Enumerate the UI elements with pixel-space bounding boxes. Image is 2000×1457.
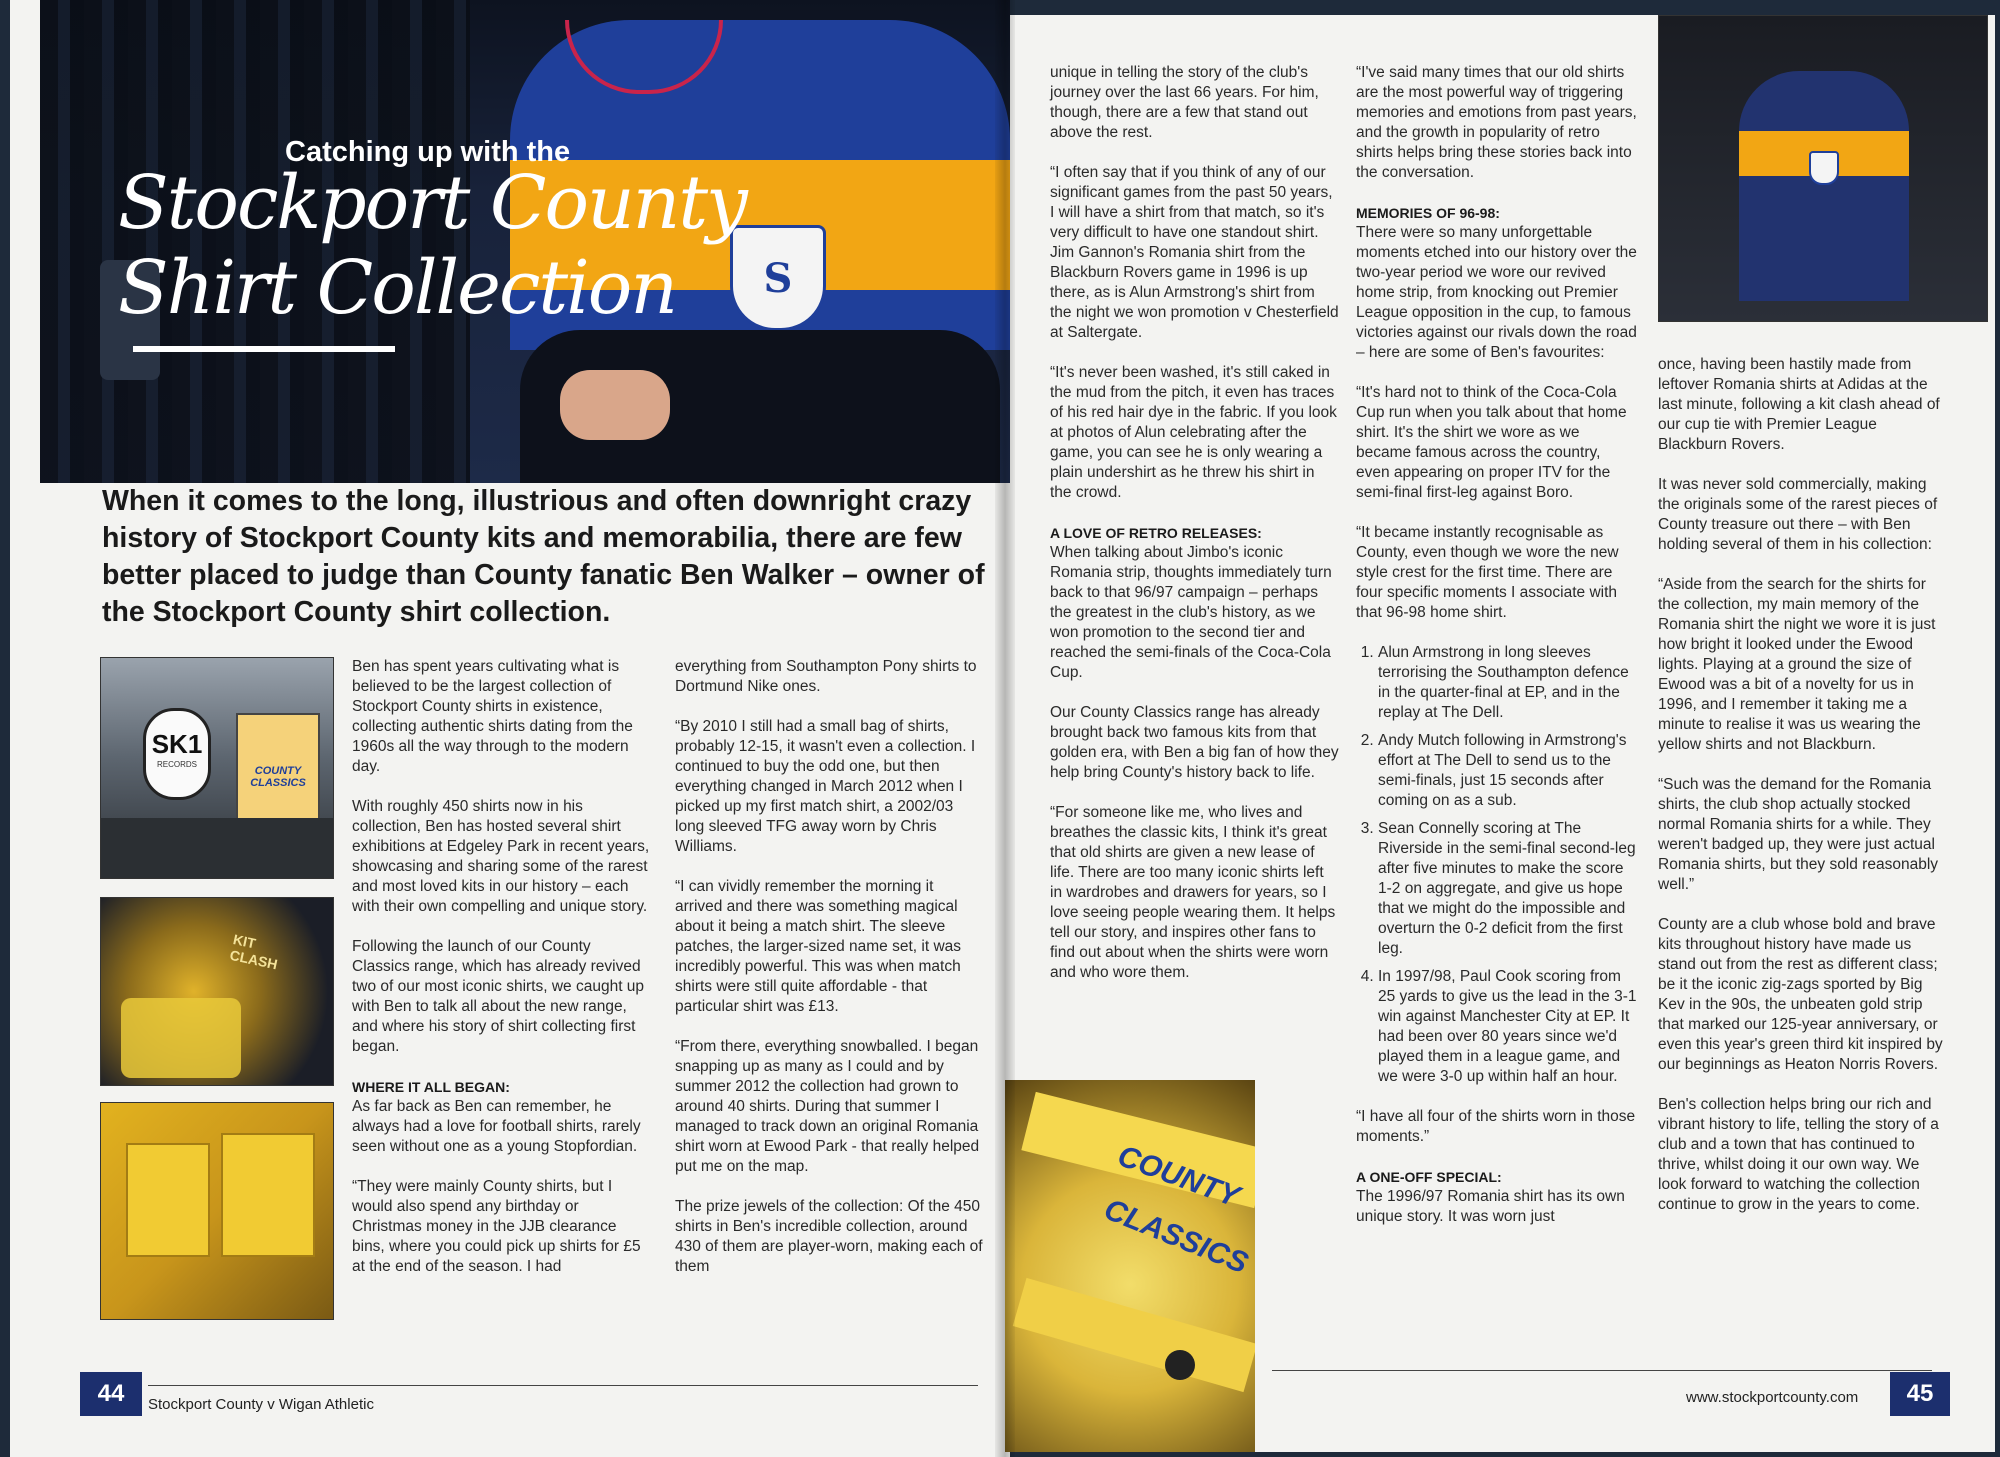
- right-col2-p2: There were so many unforgettable moments etched into our history over the two-year period we wore our revived home strip, from knocking out Premier League opposition in the cup, to famous victories against our rivals down the road – here are some of Ben's favourites:: [1356, 224, 1637, 361]
- hero-photo: [40, 0, 1010, 485]
- left-col2-p5: The prize jewels of the collection: Of the 450 shirts in Ben's incredible collection, around 430 of them are player-worn, making each of them: [675, 1198, 983, 1275]
- left-col1: [352, 657, 652, 1277]
- left-page: [10, 0, 1010, 1457]
- county-classics-poster: COUNTY CLASSICS: [236, 713, 320, 837]
- right-col2-p6: The 1996/97 Romania shirt has its own unique story. It was worn just: [1356, 1188, 1625, 1225]
- photo-shirt-display: KIT CLASH: [100, 897, 334, 1086]
- photo-shirts-frames: [100, 1102, 334, 1320]
- club-crest-icon: [1809, 151, 1839, 185]
- heading-love-of-retro: A LOVE OF RETRO RELEASES:: [1050, 525, 1262, 541]
- footer-rule-left: [148, 1385, 978, 1386]
- left-col1-p3: Following the launch of our County Classics range, which has already revived two of our most iconic shirts, we caught up with Ben to talk all about the new range, and where his story of shirt collecting first began.: [352, 938, 645, 1055]
- page-number-44: 44: [80, 1372, 142, 1416]
- right-col3-p6: Ben's collection helps bring our rich and vibrant history to life, telling the story of a club and a town that has continued to thrive, whilst doing it our own way. We look forward to watching the collection continue to grow in the years to come.: [1658, 1096, 1939, 1213]
- footer-website: www.stockportcounty.com: [1686, 1389, 1859, 1406]
- sign-line1: COUNTY: [1113, 1139, 1244, 1214]
- left-col1-p1: Ben has spent years cultivating what is believed to be the largest collection of Stockport County shirts in existence, collecting authentic shirts dating from the 1960s all the way through to the modern day.: [352, 658, 633, 775]
- intro-text: When it comes to the long, illustrious and often downright crazy history of Stockport County kits and memorabilia, there are few better placed to judge than County fanatic Ben Walker – owner of the Stockport County shirt collection.: [102, 485, 985, 628]
- left-col1-p5: “They were mainly County shirts, but I would also spend any birthday or Christmas money in the JJB clearance bins, where you could pick up shirts for £5 at the end of the season. I had: [352, 1178, 641, 1275]
- footer-fixture: Stockport County v Wigan Athletic: [148, 1396, 374, 1413]
- right-col2-p1: “I've said many times that our old shirts are the most powerful way of triggering memories and emotions from past years, and the growth in popularity of retro shirts helps bring these stories back into the conversation.: [1356, 64, 1637, 181]
- right-col3-p2: It was never sold commercially, making the originals some of the rarest pieces of County treasure out there – with Ben holding several of them in his collection:: [1658, 476, 1938, 553]
- right-col1-p1: unique in telling the story of the club's journey over the last 66 years. For him, though, there are a few that stand out above the rest.: [1050, 64, 1319, 141]
- left-col1-p4: As far back as Ben can remember, he always had a love for football shirts, rarely seen without one as a young Stopfordian.: [352, 1098, 641, 1155]
- right-page: [1010, 15, 1995, 1452]
- hero-kicker: Catching up with the: [285, 136, 571, 168]
- left-col2-p2: “By 2010 I still had a small bag of shirts, probably 12-15, it wasn't even a collection. I continued to buy the odd one, but then everything changed in March 2012 when I picked up my first match shirt, a 2002/03 long sleeved TFG away worn by Chris Williams.: [675, 718, 976, 855]
- list-item: 3. Sean Connelly scoring at The Riverside in the semi-final second-leg after five minutes to make the score 1-2 on aggregate, and give us hope that we might do the impossible and overturn the 0-2 deficit from the first leg.: [1378, 819, 1638, 959]
- right-col3: [1658, 355, 1943, 1215]
- list-item: 2. Andy Mutch following in Armstrong's effort at The Dell to send us to the semi-finals, just 15 seconds after coming on as a sub.: [1378, 731, 1638, 811]
- left-col2: [675, 657, 985, 1277]
- footer-rule-right: [1272, 1370, 1932, 1371]
- left-col1-p2: With roughly 450 shirts now in his collection, Ben has hosted several shirt exhibitions at Edgeley Park in recent years, showcasing and sharing some of the rarest and most loved kits in our history – each with their own compelling and unique story.: [352, 798, 650, 915]
- club-crest-icon: S: [730, 225, 826, 331]
- right-col3-p4: “Such was the demand for the Romania shirts, the club shop actually stocked normal Romania shirts for a while. They weren't badged up, they were just actual Romania shirts, but they sold reasonably well.”: [1658, 776, 1939, 893]
- title-underline: [133, 346, 395, 352]
- right-col3-p1: once, having been hastily made from leftover Romania shirts at Adidas at the last minute, following a kit clash ahead of our cup tie with Premier League Blackburn Rovers.: [1658, 356, 1940, 453]
- right-col1-p6: “For someone like me, who lives and breathes the classic kits, I think it's great that old shirts are given a new lease of life. There are too many iconic shirts left in wardrobes and drawers for years, so I love seeing people wearing them. It helps tell our story, and inspires other fans to find out about when the shirts were worn and who wore them.: [1050, 804, 1336, 981]
- right-col1-p3: “It's never been washed, it's still caked in the mud from the pitch, it even has traces of his red hair dye in the fabric. If you look at photos of Alun celebrating after the game, you can see he is only wearing a plain undershirt as he threw his shirt in the crowd.: [1050, 364, 1337, 501]
- list-item: 1. Alun Armstrong in long sleeves terrorising the Southampton defence in the quarter-final at EP, and in the replay at The Dell.: [1378, 643, 1638, 723]
- photo-jacket-hanging: [1658, 15, 1988, 322]
- spine-shadow: [995, 0, 1015, 1457]
- hero-title-line1: Stockport County: [118, 160, 746, 246]
- right-col1-p2: “I often say that if you think of any of our significant games from the past 50 years, I will have a shirt from that match, so it's very difficult to have one standout shirt. Jim Gannon's Romania shirt from the Blackburn Rovers game in 1996 is up there, as is Alun Armstrong's shirt from the night we won promotion v Chesterfield at Saltergate.: [1050, 164, 1339, 341]
- right-col3-p5: County are a club whose bold and brave kits throughout history have made us stand out from the rest as different class; be it the iconic zig-zags sported by Big Kev in the 90s, the unbeaten gold strip that marked our 125-year anniversary, or even this year's green third kit inspired by our beginnings as Heaton Norris Rovers.: [1658, 916, 1943, 1073]
- right-col2-p5: “I have all four of the shirts worn in those moments.”: [1356, 1108, 1636, 1145]
- photo-sk1-records: [100, 657, 334, 879]
- left-col2-p1: everything from Southampton Pony shirts to Dortmund Nike ones.: [675, 658, 977, 695]
- sk1-logo-icon: [1165, 1350, 1195, 1380]
- left-col2-p3: “I can vividly remember the morning it arrived and there was something magical about it being a match shirt. The sleeve patches, the larger-sized name set, it was incredibly powerful. This was when match shirts were still quite affordable - that particular shirt was £13.: [675, 878, 962, 1015]
- right-col2: [1356, 63, 1638, 1227]
- sk1-sign-icon: SK1 RECORDS: [143, 708, 211, 800]
- heading-where-it-all-began: WHERE IT ALL BEGAN:: [352, 1079, 510, 1095]
- page-number-45: 45: [1890, 1372, 1950, 1416]
- right-col1-p4: When talking about Jimbo's iconic Romania strip, thoughts immediately turn back to that 96/97 campaign – perhaps the greatest in the club's history, as we won promotion to the second tier and reached the semi-finals of the Coca-Cola Cup.: [1050, 544, 1332, 681]
- sign-line2: CLASSICS: [1099, 1192, 1253, 1281]
- list-item: 4. In 1997/98, Paul Cook scoring from 25 yards to give us the lead in the 3-1 win against Manchester City at EP. It had been over 80 years since we'd played them in a league game, and we were 3-0 up within half an hour.: [1378, 967, 1638, 1087]
- heading-memories-96-98: MEMORIES OF 96-98:: [1356, 205, 1500, 221]
- moments-list: [1356, 643, 1638, 1087]
- right-col1-p5: Our County Classics range has already brought back two famous kits from that golden era, with Ben a big fan of how they help bring County's history back to life.: [1050, 704, 1339, 781]
- right-col2-p4: “It became instantly recognisable as County, even though we wore the new style crest for the first time. There are four specific moments I associate with that 96-98 home shirt.: [1356, 524, 1619, 621]
- right-col1: [1050, 63, 1340, 983]
- right-col2-p3: “It's hard not to think of the Coca-Cola Cup run when you talk about that home shirt. It's the shirt we wore as we became famous across the country, even appearing on proper ITV for the semi-final first-leg against Boro.: [1356, 384, 1627, 501]
- photo-county-classics-sign: [1005, 1080, 1255, 1452]
- hero-title-line2: Shirt Collection: [118, 245, 677, 331]
- right-col3-p3: “Aside from the search for the shirts for the collection, my main memory of the Romania shirt the night we wore it is just how bright it looked under the Ewood lights. Playing at a ground the size of Ewood was a bit of a novelty for us in 1996, and I remember it taking me a minute to realise it was us wearing the yellow shirts and not Blackburn.: [1658, 576, 1936, 753]
- heading-one-off-special: A ONE-OFF SPECIAL:: [1356, 1169, 1502, 1185]
- left-col2-p4: “From there, everything snowballed. I began snapping up as many as I could and by summer 2012 the collection had grown to around 40 shirts. During that summer I managed to track down an original Romania shirt worn at Ewood Park - that really helped put me on the map.: [675, 1038, 980, 1175]
